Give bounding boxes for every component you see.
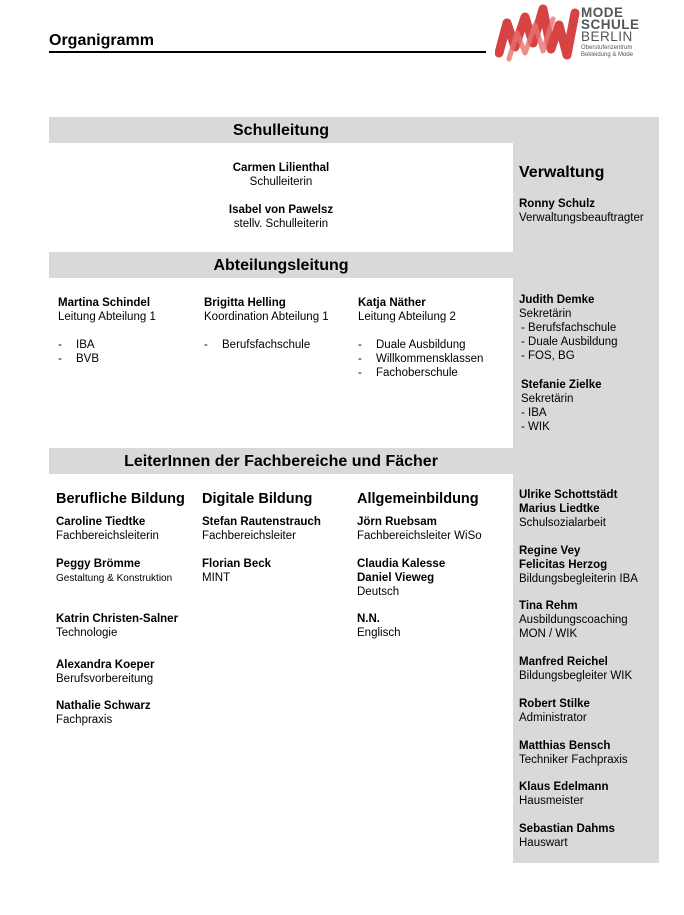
abteilung-person bbox=[58, 296, 156, 366]
person-role: Leitung Abteilung 1 bbox=[58, 311, 156, 323]
schulleitung-title: Schulleitung bbox=[233, 122, 329, 139]
person-name: Tina Rehm bbox=[519, 600, 578, 612]
title-divider bbox=[49, 51, 486, 53]
column-heading: Allgemeinbildung bbox=[357, 491, 479, 507]
staff-entry bbox=[519, 697, 590, 725]
abteilungsleitung-title: Abteilungsleitung bbox=[213, 257, 349, 274]
staff-entry bbox=[519, 822, 615, 850]
person-role: Berufsvorbereitung bbox=[56, 673, 154, 685]
person-role: Bildungsbegleiter WIK bbox=[519, 670, 633, 682]
abteilung-person bbox=[204, 296, 329, 352]
list-item: - FOS, BG bbox=[521, 350, 575, 362]
person-name: Manfred Reichel bbox=[519, 656, 608, 668]
column-heading: Berufliche Bildung bbox=[56, 491, 185, 507]
person-name: Sebastian Dahms bbox=[519, 823, 615, 835]
person-role: Schulsozialarbeit bbox=[519, 517, 606, 529]
list-item: - Fachoberschule bbox=[358, 367, 458, 379]
list-item: - Berufsfachschule bbox=[521, 322, 617, 334]
fachbereich-person bbox=[357, 515, 482, 543]
person-name: Klaus Edelmann bbox=[519, 781, 609, 793]
person-role: Englisch bbox=[357, 627, 401, 639]
person-name: Stefanie Zielke bbox=[521, 379, 602, 391]
person-name: Daniel Vieweg bbox=[357, 572, 435, 584]
logo-line-3: BERLIN bbox=[581, 29, 633, 44]
list-item: - WIK bbox=[521, 421, 550, 433]
person-name: Jörn Ruebsam bbox=[357, 516, 437, 528]
person-name: Nathalie Schwarz bbox=[56, 700, 151, 712]
list-item-text: Duale Ausbildung bbox=[376, 339, 466, 351]
person-name: Matthias Bensch bbox=[519, 740, 611, 752]
list-item: - Duale Ausbildung bbox=[358, 339, 466, 351]
fachbereich-person bbox=[357, 557, 445, 599]
person-role: Koordination Abteilung 1 bbox=[204, 311, 329, 323]
person-role: stellv. Schulleiterin bbox=[233, 218, 329, 230]
person-name: Stefan Rautenstrauch bbox=[202, 516, 321, 528]
person-name: Carmen Lilienthal bbox=[232, 162, 330, 174]
person-role: Sekretärin bbox=[521, 393, 574, 405]
abteilung-person bbox=[358, 296, 483, 380]
staff-entry bbox=[519, 488, 617, 530]
person-name: Claudia Kalesse bbox=[357, 558, 446, 570]
list-item: - Duale Ausbildung bbox=[521, 336, 618, 348]
logo-sub-2: Bekleidung & Mode bbox=[581, 52, 634, 58]
logo-wordmark bbox=[581, 7, 640, 43]
schulleitung-person bbox=[49, 203, 513, 231]
person-name: Isabel von Pawelsz bbox=[228, 204, 334, 216]
fachbereich-person bbox=[357, 612, 400, 640]
logo-subtitle bbox=[581, 45, 661, 59]
secretary-entry bbox=[521, 378, 602, 434]
list-item-text: Willkommensklassen bbox=[376, 353, 484, 365]
list-item: - Willkommensklassen bbox=[358, 353, 484, 365]
person-name: Regine Vey bbox=[519, 545, 581, 557]
person-role: Fachpraxis bbox=[56, 714, 113, 726]
logo-line-1: MODE bbox=[581, 5, 624, 20]
list-item-text: IBA bbox=[76, 339, 95, 351]
person-name: Felicitas Herzog bbox=[519, 559, 608, 571]
person-name: Robert Stilke bbox=[519, 698, 590, 710]
staff-entry bbox=[519, 599, 628, 641]
list-item-text: Berufsfachschule bbox=[222, 339, 311, 351]
person-role: MON / WIK bbox=[519, 628, 578, 640]
column-heading: Digitale Bildung bbox=[202, 491, 313, 507]
person-role: Sekretärin bbox=[519, 308, 572, 320]
person-role: Deutsch bbox=[357, 586, 400, 598]
fachbereich-person bbox=[202, 515, 321, 543]
fachbereiche-title: LeiterInnen der Fachbereiche und Fächer bbox=[124, 453, 438, 470]
staff-entry bbox=[519, 780, 608, 808]
person-name: Brigitta Helling bbox=[204, 297, 286, 309]
staff-entry bbox=[519, 739, 628, 767]
person-role: Fachbereichsleiter bbox=[202, 530, 296, 542]
person-name: N.N. bbox=[357, 613, 380, 625]
item-list bbox=[58, 338, 156, 366]
list-item-text: BVB bbox=[76, 353, 100, 365]
verwaltung-title: Verwaltung bbox=[519, 164, 605, 181]
fachbereich-person bbox=[56, 515, 159, 543]
person-role: Techniker Fachpraxis bbox=[519, 754, 628, 766]
person-role: Fachbereichsleiter WiSo bbox=[357, 530, 482, 542]
item-list bbox=[358, 338, 483, 380]
person-name: Peggy Brömme bbox=[56, 558, 141, 570]
item-list bbox=[204, 338, 329, 352]
person-name: Ronny Schulz bbox=[519, 198, 596, 210]
list-item: - IBA bbox=[58, 339, 95, 351]
fachbereich-person bbox=[56, 612, 178, 640]
person-role: Verwaltungsbeauftragter bbox=[519, 212, 644, 224]
person-name: Ulrike Schottstädt bbox=[519, 489, 618, 501]
secretary-entry bbox=[519, 293, 618, 363]
fachbereich-person bbox=[202, 557, 271, 585]
person-name: Florian Beck bbox=[202, 558, 272, 570]
logo-sub-1: Oberstufenzentrum bbox=[581, 45, 633, 51]
verwaltung-lead bbox=[519, 197, 644, 225]
person-name: Alexandra Koeper bbox=[56, 659, 155, 671]
person-name: Marius Liedtke bbox=[519, 503, 600, 515]
person-role: Administrator bbox=[519, 712, 587, 724]
list-item: - IBA bbox=[521, 407, 547, 419]
list-item: - BVB bbox=[58, 353, 100, 365]
person-role: Fachbereichsleiterin bbox=[56, 530, 159, 542]
person-name: Judith Demke bbox=[519, 294, 595, 306]
list-item-text: Fachoberschule bbox=[376, 367, 458, 379]
page-title: Organigramm bbox=[49, 32, 154, 49]
list-item: - Berufsfachschule bbox=[204, 339, 311, 351]
person-role: Technologie bbox=[56, 627, 118, 639]
person-role: Gestaltung & Konstruktion bbox=[56, 573, 173, 584]
person-name: Martina Schindel bbox=[58, 297, 151, 309]
person-name: Katja Näther bbox=[358, 297, 426, 309]
staff-entry bbox=[519, 544, 638, 586]
logo-line-2: SCHULE bbox=[581, 17, 640, 32]
person-role: Hausmeister bbox=[519, 795, 584, 807]
fachbereich-person bbox=[56, 557, 172, 585]
schulleitung-person bbox=[49, 161, 513, 189]
person-role: Ausbildungscoaching bbox=[519, 614, 628, 626]
fachbereich-person bbox=[56, 699, 151, 727]
person-role: MINT bbox=[202, 572, 231, 584]
person-role: Schulleiterin bbox=[249, 176, 313, 188]
staff-entry bbox=[519, 655, 632, 683]
person-name: Caroline Tiedtke bbox=[56, 516, 146, 528]
person-role: Leitung Abteilung 2 bbox=[358, 311, 456, 323]
person-role: Bildungsbegleiterin IBA bbox=[519, 573, 638, 585]
person-role: Hauswart bbox=[519, 837, 568, 849]
person-name: Katrin Christen-Salner bbox=[56, 613, 179, 625]
fachbereich-person bbox=[56, 658, 154, 686]
